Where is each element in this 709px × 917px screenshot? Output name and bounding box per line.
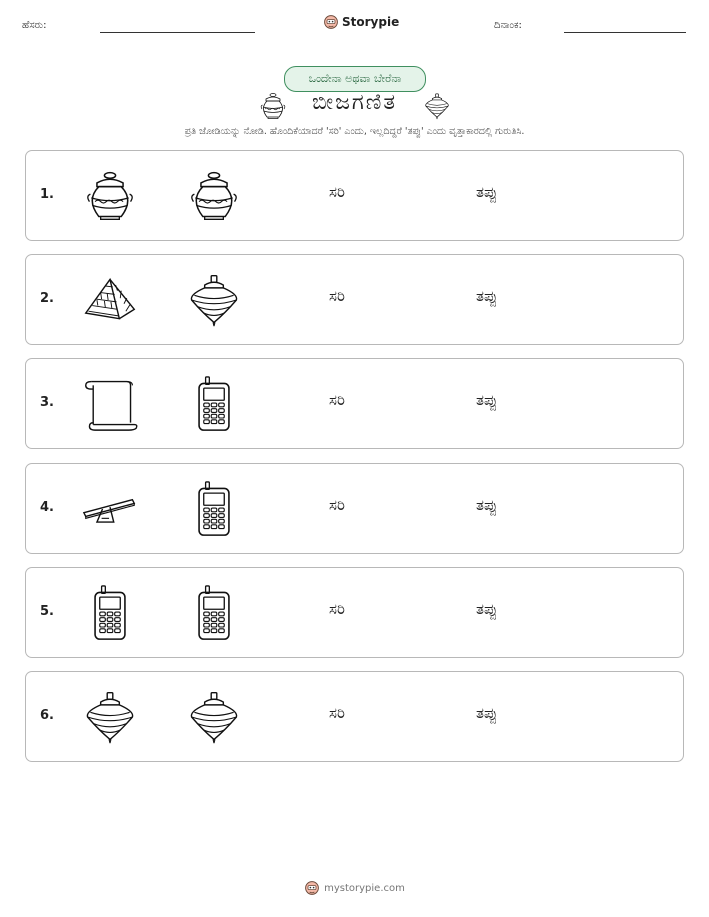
pyramid-icon	[82, 272, 138, 328]
option-correct[interactable]: ಸರಿ	[329, 600, 345, 618]
question-number: 1.	[40, 187, 54, 202]
scroll-icon	[82, 376, 138, 432]
spinning-top-icon	[82, 689, 138, 745]
option-correct[interactable]: ಸರಿ	[329, 496, 345, 514]
question-card	[25, 671, 684, 762]
question-card	[25, 150, 684, 241]
option-wrong[interactable]: ತಪ್ಪು	[476, 600, 498, 618]
seesaw-icon	[82, 481, 138, 537]
option-wrong[interactable]: ತಪ್ಪು	[476, 496, 498, 514]
question-number: 6.	[40, 708, 54, 723]
question-number: 2.	[40, 291, 54, 306]
mobile-phone-icon	[186, 481, 242, 537]
brand-name: Storypie	[342, 15, 400, 29]
mobile-phone-icon	[186, 585, 242, 641]
date-label: ದಿನಾಂಕ:	[494, 20, 522, 31]
footer	[0, 880, 709, 896]
brand-logo	[323, 14, 399, 30]
question-number: 3.	[40, 395, 54, 410]
footer-url: mystorypie.com	[324, 882, 405, 894]
date-line[interactable]	[564, 32, 686, 33]
question-number: 5.	[40, 604, 54, 619]
question-card	[25, 358, 684, 449]
spinning-top-icon	[423, 90, 451, 122]
question-card	[25, 254, 684, 345]
storypie-logo-icon	[304, 880, 320, 896]
page-title: ಬೀಜಗಣಿತ	[311, 90, 398, 115]
question-card	[25, 567, 684, 658]
option-wrong[interactable]: ತಪ್ಪು	[476, 391, 498, 409]
spinning-top-icon	[186, 272, 242, 328]
option-wrong[interactable]: ತಪ್ಪು	[476, 287, 498, 305]
storypie-logo-icon	[323, 14, 339, 30]
mobile-phone-icon	[82, 585, 138, 641]
pot-icon	[186, 168, 242, 224]
option-wrong[interactable]: ತಪ್ಪು	[476, 704, 498, 722]
pot-icon	[82, 168, 138, 224]
question-number: 4.	[40, 500, 54, 515]
spinning-top-icon	[186, 689, 242, 745]
option-correct[interactable]: ಸರಿ	[329, 183, 345, 201]
question-card	[25, 463, 684, 554]
option-wrong[interactable]: ತಪ್ಪು	[476, 183, 498, 201]
instructions: ಪ್ರತಿ ಜೋಡಿಯನ್ನು ನೋಡಿ. ಹೊಂದಿಕೆಯಾದರೆ 'ಸರಿ' ಎಂದು, ಇಲ್ಲದಿದ್ದರೆ 'ತಪ್ಪು' ಎಂದು ವೃತ್ತಾಕಾರದಲ್ಲಿ ಗುರುತಿಸಿ.	[184, 126, 525, 137]
category-badge: ಒಂದೇನಾ ಅಥವಾ ಬೇರೆನಾ	[284, 66, 426, 92]
name-label: ಹೆಸರು:	[22, 20, 47, 31]
name-line[interactable]	[100, 32, 255, 33]
worksheet-header	[0, 14, 709, 38]
mobile-phone-icon	[186, 376, 242, 432]
option-correct[interactable]: ಸರಿ	[329, 391, 345, 409]
option-correct[interactable]: ಸರಿ	[329, 704, 345, 722]
option-correct[interactable]: ಸರಿ	[329, 287, 345, 305]
